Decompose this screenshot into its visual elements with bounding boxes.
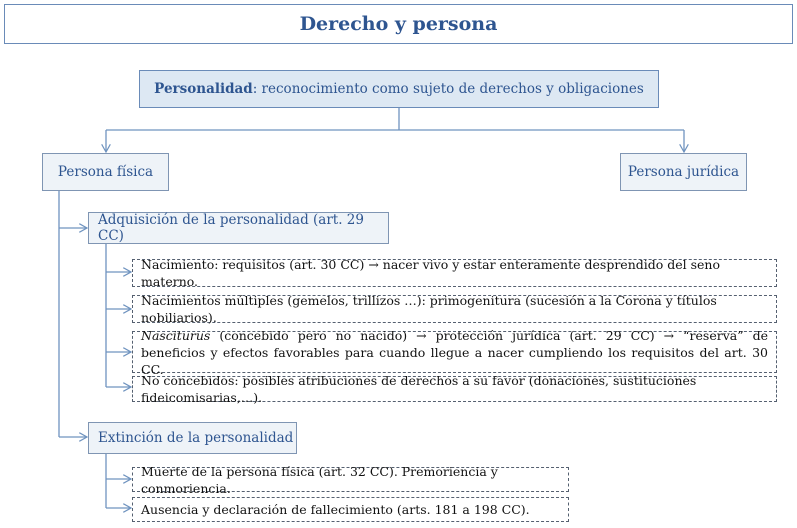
persona-juridica-box: Persona jurídica (620, 153, 747, 191)
extincion-item-ausencia (132, 497, 569, 522)
adquisicion-item-no-concebidos (132, 373, 777, 405)
item-text: Muerte de la persona física (art. 32 CC). Premoriencia y conmoriencia. (141, 463, 498, 496)
diagram-title: Derecho y persona (4, 4, 793, 44)
extincion-box: Extinción de la personalidad (88, 422, 297, 454)
item-text: No concebidos: posibles atribuciones de derechos a su favor (donaciones, sustituciones fideicomisarias,…). (141, 373, 697, 405)
adquisicion-item-nacimiento (132, 259, 777, 287)
extincion-item-muerte (132, 463, 569, 496)
item-text: Ausencia y declaración de fallecimiento (arts. 181 a 198 CC). (141, 502, 530, 517)
adquisicion-item-nacimientos-multiples (132, 295, 777, 323)
persona-fisica-box: Persona física (42, 153, 169, 191)
item-text: (concebido pero no nacido) → protección jurídica (art. 29 CC) → “reserva” de beneficios y efectos favorables para cuando llegue a nacer cumpliendo los requisitos del art. 30 CC. (141, 327, 768, 377)
adquisicion-item-nasciturus (132, 327, 777, 377)
personalidad-definition: : reconocimiento como sujeto de derechos y obligaciones (252, 81, 644, 97)
nasciturus-term: Nasciturus (141, 327, 211, 343)
personalidad-term: Personalidad (154, 81, 253, 97)
item-text: Nacimientos múltiples (gemelos, trillizos …): primogenitura (sucesión a la Corona y títulos nobiliarios). (141, 293, 717, 325)
adquisicion-box: Adquisición de la personalidad (art. 29 CC) (88, 212, 389, 244)
item-text: Nacimiento: requisitos (art. 30 CC) → nacer vivo y estar enteramente desprendido del seno materno. (141, 257, 721, 289)
personalidad-box (139, 70, 659, 108)
